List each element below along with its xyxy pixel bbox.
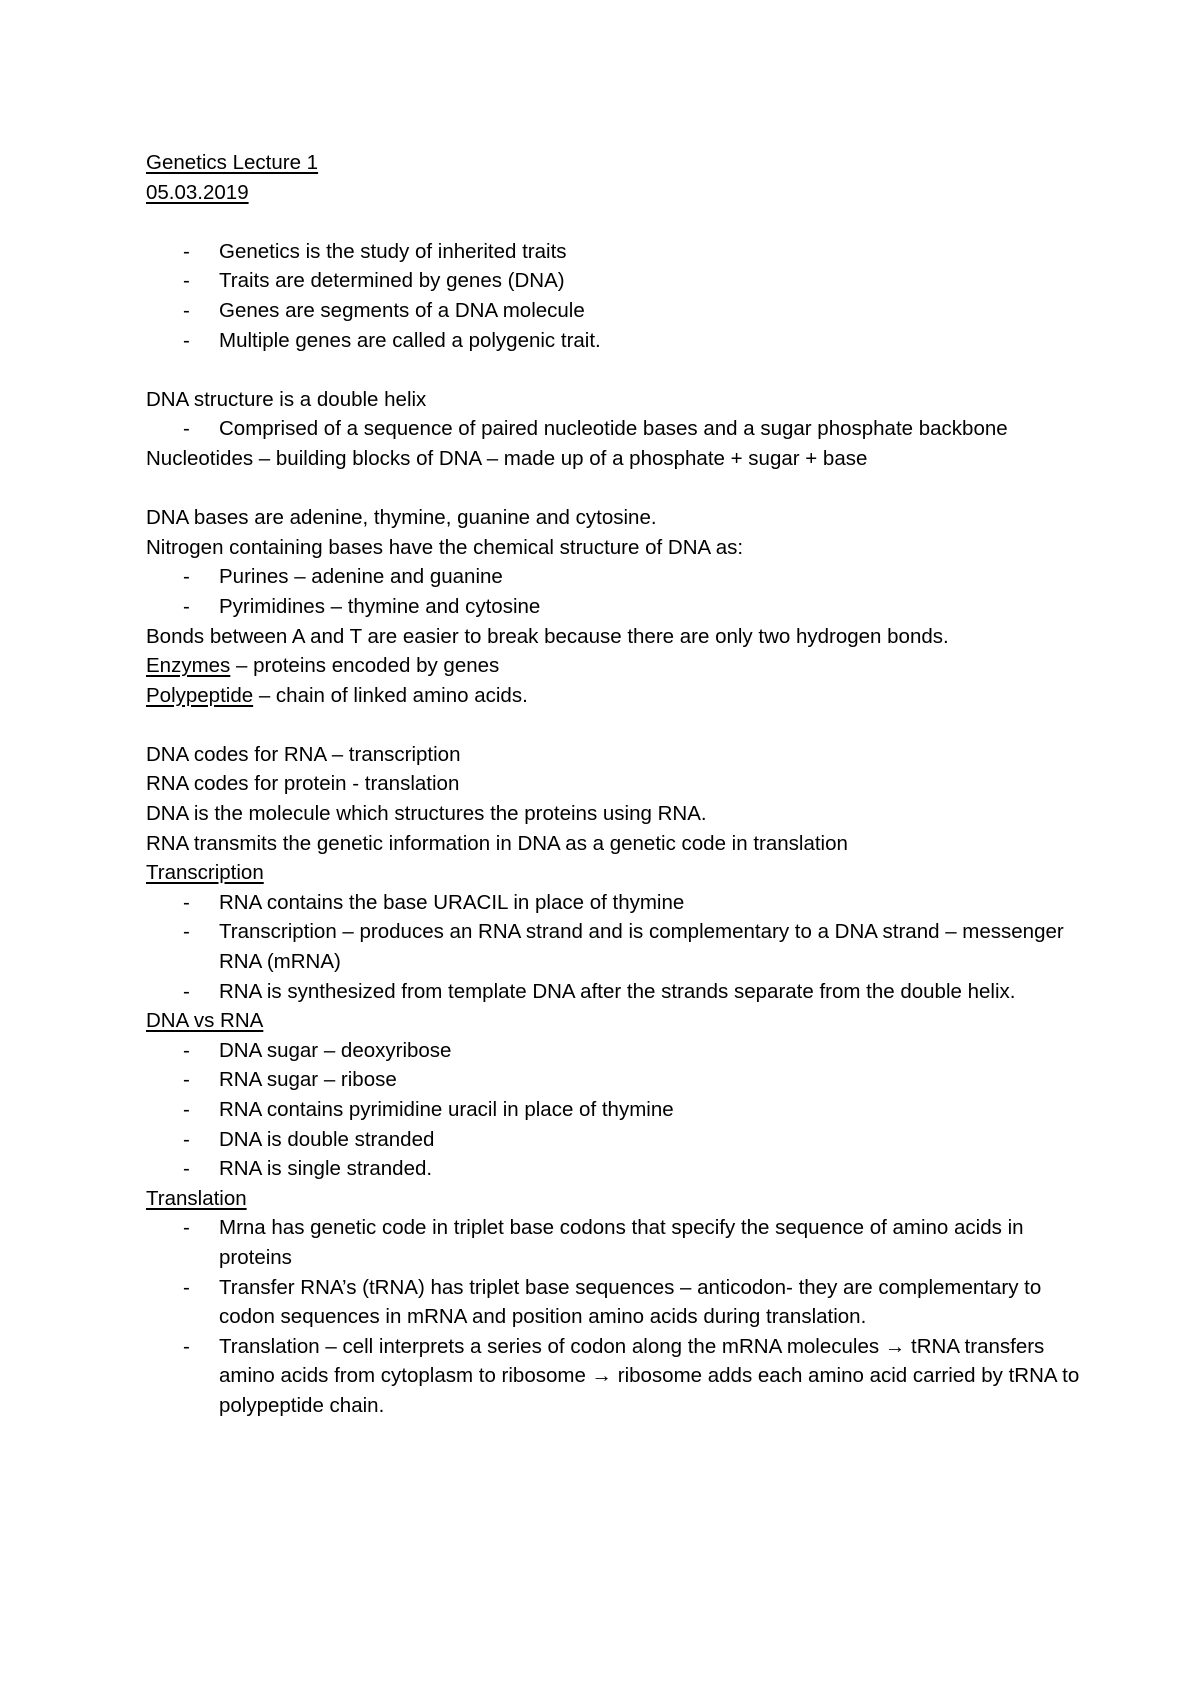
list-item: - Transfer RNA’s (tRNA) has triplet base sequences – anticodon- they are complementary to codon sequences in mRNA and position amino acids during translation. <box>219 1273 1080 1332</box>
list-item: - Genetics is the study of inherited traits <box>219 237 1080 267</box>
document-title: Genetics Lecture 1 <box>146 151 319 174</box>
bonds-line: Bonds between A and T are easier to break because there are only two hydrogen bonds. <box>146 624 949 648</box>
spacer <box>146 355 1080 385</box>
polypeptide-text: – chain of linked amino acids. <box>253 683 528 707</box>
list-item: - Traits are determined by genes (DNA) <box>219 266 1080 296</box>
polypeptide-definition <box>146 681 1080 711</box>
transcription-heading: Transcription <box>146 861 264 885</box>
intro-bullet-list <box>146 237 1080 355</box>
translation-heading: Translation <box>146 1186 247 1210</box>
list-item: - Comprised of a sequence of paired nucleotide bases and a sugar phosphate backbone <box>219 414 1080 444</box>
nucleotides-line: Nucleotides – building blocks of DNA – made up of a phosphate + sugar + base <box>146 446 868 470</box>
list-item: - Pyrimidines – thymine and cytosine <box>219 592 1080 622</box>
structure-bullet-list <box>146 414 1080 444</box>
bases-line: DNA bases are adenine, thymine, guanine and cytosine. <box>146 506 657 530</box>
list-item: - DNA sugar – deoxyribose <box>219 1036 1080 1066</box>
list-item: - DNA is double stranded <box>219 1125 1080 1155</box>
bases-bullet-list <box>146 562 1080 621</box>
nitrogen-bases-line: Nitrogen containing bases have the chemical structure of DNA as: <box>146 535 744 559</box>
list-item: - Genes are segments of a DNA molecule <box>219 296 1080 326</box>
document-date: 05.03.2019 <box>146 180 249 204</box>
list-item: - Translation – cell interprets a series of codon along the mRNA molecules → tRNA transfers amino acids from cytoplasm to ribosome → ribosome adds each amino acid carried by tRNA to polypeptide chain. <box>219 1332 1080 1421</box>
codes-line: DNA codes for RNA – transcription <box>146 742 461 766</box>
dna-vs-rna-heading: DNA vs RNA <box>146 1009 264 1033</box>
list-item: - RNA contains the base URACIL in place of thymine <box>219 888 1080 918</box>
codes-line: DNA is the molecule which structures the proteins using RNA. <box>146 802 707 826</box>
transcription-bullet-list <box>146 888 1080 1006</box>
codes-line: RNA transmits the genetic information in DNA as a genetic code in translation <box>146 831 848 855</box>
spacer <box>146 710 1080 740</box>
list-item: - RNA contains pyrimidine uracil in place of thymine <box>219 1095 1080 1125</box>
list-item: - RNA is synthesized from template DNA after the strands separate from the double helix. <box>219 977 1080 1007</box>
structure-heading: DNA structure is a double helix <box>146 387 427 411</box>
spacer <box>146 207 1080 237</box>
enzymes-definition <box>146 651 1080 681</box>
list-item: - RNA is single stranded. <box>219 1154 1080 1184</box>
codes-line: RNA codes for protein - translation <box>146 772 460 796</box>
list-item: - RNA sugar – ribose <box>219 1065 1080 1095</box>
list-item: - Mrna has genetic code in triplet base codons that specify the sequence of amino acids in proteins <box>219 1213 1080 1272</box>
dna-vs-rna-bullet-list <box>146 1036 1080 1184</box>
list-item: - Transcription – produces an RNA strand and is complementary to a DNA strand – messenger RNA (mRNA) <box>219 917 1080 976</box>
list-item: - Multiple genes are called a polygenic trait. <box>219 326 1080 356</box>
spacer <box>146 474 1080 504</box>
translation-bullet-list <box>146 1213 1080 1420</box>
enzymes-text: – proteins encoded by genes <box>230 654 500 678</box>
list-item: - Purines – adenine and guanine <box>219 562 1080 592</box>
enzymes-term: Enzymes <box>146 654 231 678</box>
polypeptide-term: Polypeptide <box>146 683 254 707</box>
